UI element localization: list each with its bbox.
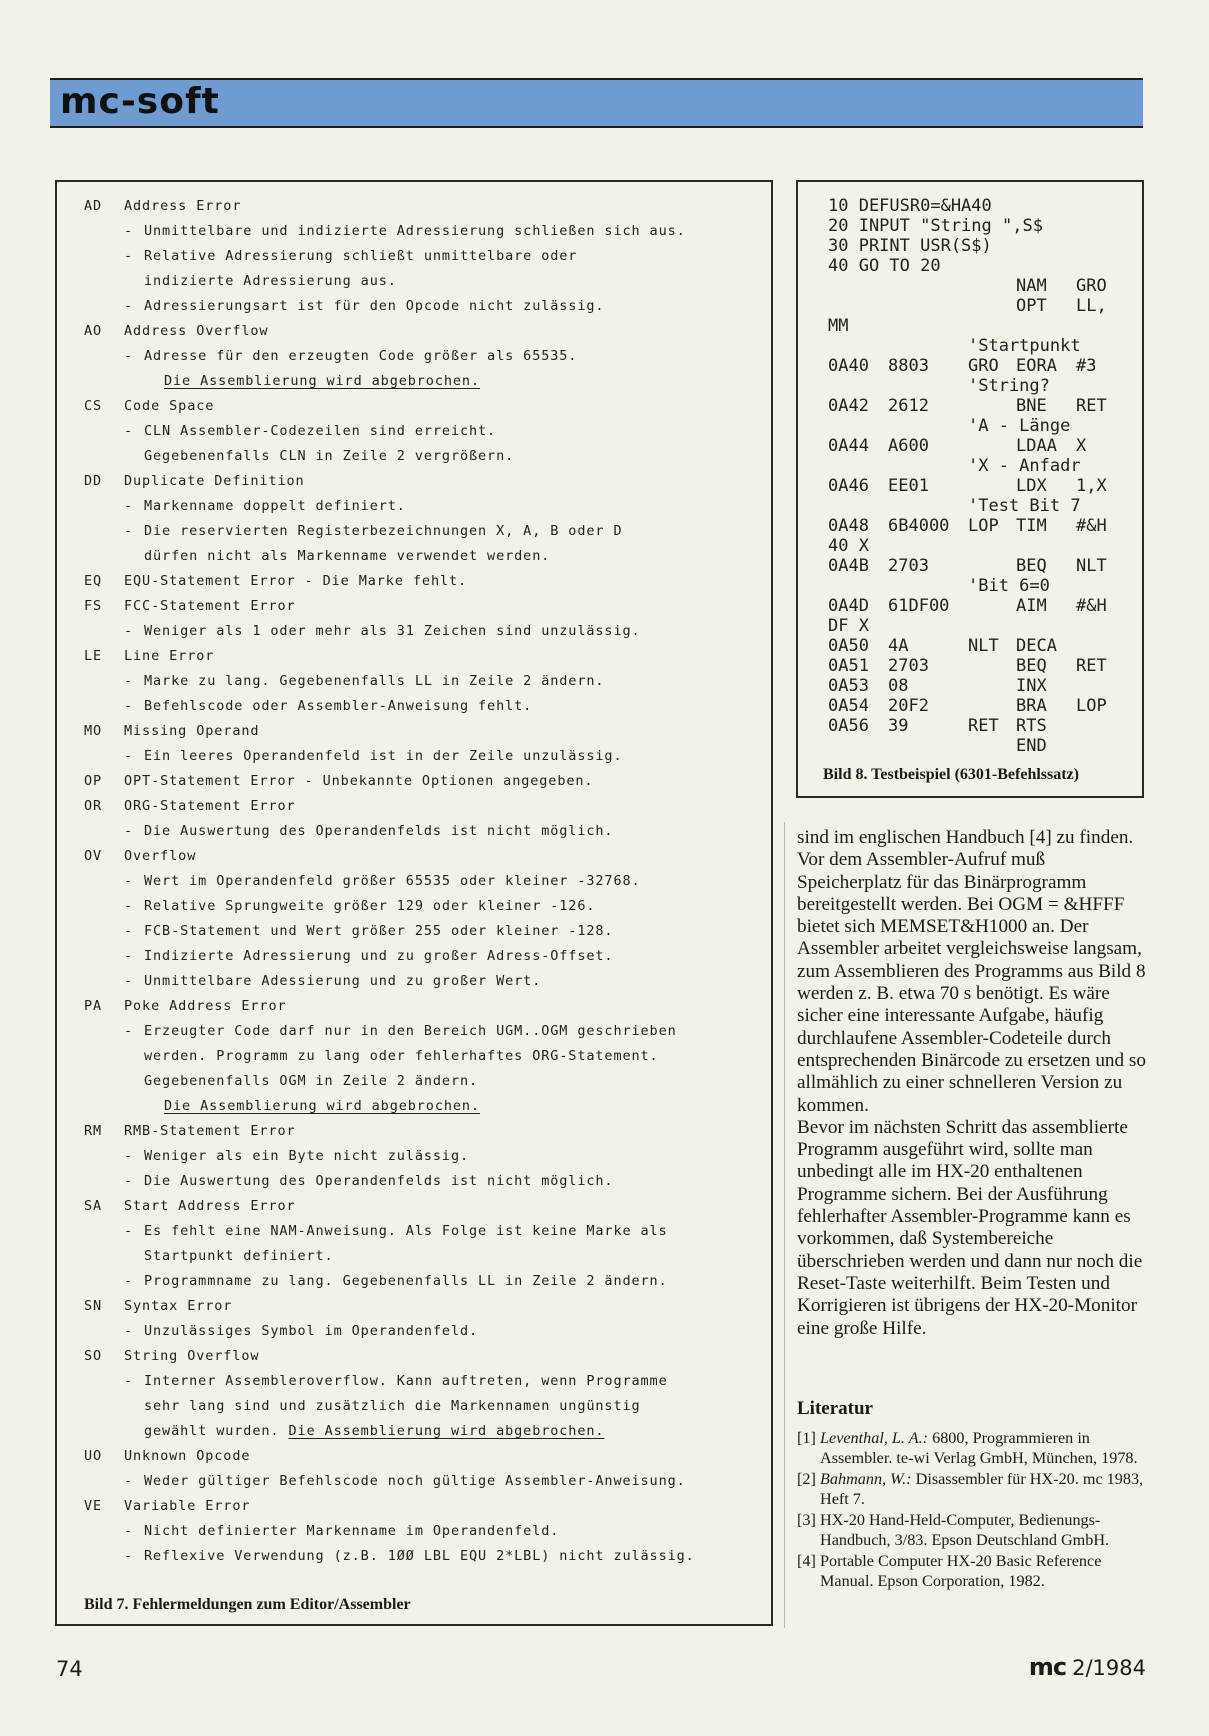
listing-line bbox=[828, 496, 1138, 516]
error-detail bbox=[84, 419, 770, 444]
bullet-dash: - bbox=[124, 1523, 134, 1539]
test-program-figure bbox=[796, 180, 1144, 798]
error-detail bbox=[84, 919, 770, 944]
listing-lbl: RET bbox=[968, 716, 999, 736]
bullet-dash: - bbox=[124, 973, 134, 989]
article-paragraph: sind im englischen Handbuch [4] zu finden. bbox=[797, 827, 1134, 848]
error-detail bbox=[84, 1369, 770, 1394]
listing-hex: 6B4000 bbox=[888, 516, 950, 536]
error-detail bbox=[84, 1544, 770, 1569]
listing-cmt: 'Bit 6=0 bbox=[968, 576, 1050, 596]
error-code: OP bbox=[84, 773, 103, 789]
error-detail bbox=[84, 819, 770, 844]
listing-line bbox=[828, 416, 1138, 436]
error-entry bbox=[84, 394, 770, 419]
listing-line bbox=[828, 716, 1138, 736]
error-code: SN bbox=[84, 1298, 103, 1314]
error-detail bbox=[84, 619, 770, 644]
error-title: RMB-Statement Error bbox=[124, 1123, 296, 1139]
listing-hex: 20F2 bbox=[888, 696, 929, 716]
listing-line bbox=[828, 616, 1138, 636]
error-detail-text: Startpunkt definiert. bbox=[144, 1248, 334, 1264]
error-detail-text: Relative Adressierung schließt unmittelbare oder bbox=[144, 248, 578, 264]
abort-note: Die Assemblierung wird abgebrochen. bbox=[164, 1098, 480, 1114]
listing-op: OPT bbox=[1016, 296, 1047, 316]
listing-line bbox=[828, 696, 1138, 716]
error-detail-text: werden. Programm zu lang oder fehlerhaftes ORG-Statement. bbox=[144, 1048, 659, 1064]
error-detail-text: Marke zu lang. Gegebenenfalls LL in Zeile 2 ändern. bbox=[144, 673, 605, 689]
bullet-dash: - bbox=[124, 923, 134, 939]
listing-addr: 0A50 bbox=[828, 636, 869, 656]
listing-addr: 0A48 bbox=[828, 516, 869, 536]
bullet-dash: - bbox=[124, 1548, 134, 1564]
listing-arg: GRO bbox=[1076, 276, 1107, 296]
listing-line bbox=[828, 196, 1138, 216]
literature-author: Bahmann, W.: bbox=[820, 1470, 912, 1488]
figure-7-caption: Bild 7. Fehlermeldungen zum Editor/Assembler bbox=[84, 1596, 411, 1613]
listing-line bbox=[828, 656, 1138, 676]
error-detail-text: Adresse für den erzeugten Code größer als 65535. bbox=[144, 348, 578, 364]
error-detail-text: indizierte Adressierung aus. bbox=[144, 273, 397, 289]
error-detail bbox=[84, 1469, 770, 1494]
listing-arg: #3 bbox=[1076, 356, 1097, 376]
bullet-dash: - bbox=[124, 673, 134, 689]
error-detail bbox=[84, 244, 770, 269]
listing-basic: 40 X bbox=[828, 536, 869, 556]
error-detail-text: Gegebenenfalls OGM in Zeile 2 ändern. bbox=[144, 1073, 479, 1089]
error-code: SO bbox=[84, 1348, 103, 1364]
listing-op: BNE bbox=[1016, 396, 1047, 416]
error-detail-text: Die reservierten Registerbezeichnungen X, A, B oder D bbox=[144, 523, 623, 539]
error-title: Unknown Opcode bbox=[124, 1448, 251, 1464]
error-detail-continued bbox=[84, 444, 770, 469]
error-detail-text: Gegebenenfalls CLN in Zeile 2 vergrößern. bbox=[144, 448, 515, 464]
listing-line bbox=[828, 476, 1138, 496]
listing-line bbox=[828, 316, 1138, 336]
listing-basic: 40 GO TO 20 bbox=[828, 256, 941, 276]
listing-hex: 39 bbox=[888, 716, 909, 736]
error-detail bbox=[84, 1519, 770, 1544]
error-code: UO bbox=[84, 1448, 103, 1464]
literature-author: Leventhal, L. A.: bbox=[820, 1429, 929, 1447]
error-title: String Overflow bbox=[124, 1348, 260, 1364]
error-code: AO bbox=[84, 323, 103, 339]
literature-reference: HX-20 Hand-Held-Computer, Bedienungs-Handbuch, 3/83. Epson Deutschland GmbH. bbox=[820, 1511, 1110, 1549]
listing-cmt: 'A - Länge bbox=[968, 416, 1071, 436]
listing-line bbox=[828, 596, 1138, 616]
error-detail bbox=[84, 219, 770, 244]
listing-line bbox=[828, 256, 1138, 276]
bullet-dash: - bbox=[124, 298, 134, 314]
error-detail-text: Befehlscode oder Assembler-Anweisung fehlt. bbox=[144, 698, 533, 714]
error-title: Missing Operand bbox=[124, 723, 260, 739]
listing-cmt: 'String? bbox=[968, 376, 1050, 396]
error-detail bbox=[84, 294, 770, 319]
error-detail bbox=[84, 944, 770, 969]
issue-number: 2/1984 bbox=[1072, 1656, 1146, 1680]
error-detail-text: Die Auswertung des Operandenfelds ist nicht möglich. bbox=[144, 823, 614, 839]
listing-cmt: 'Startpunkt bbox=[968, 336, 1081, 356]
error-detail-text: gewählt wurden. bbox=[144, 1423, 280, 1439]
listing-op: END bbox=[1016, 736, 1047, 756]
magazine-issue bbox=[1029, 1653, 1146, 1681]
error-code: PA bbox=[84, 998, 103, 1014]
bullet-dash: - bbox=[124, 823, 134, 839]
error-entry bbox=[84, 1344, 770, 1369]
error-entry bbox=[84, 1294, 770, 1319]
article-text bbox=[797, 827, 1147, 1340]
abort-note: Die Assemblierung wird abgebrochen. bbox=[164, 373, 480, 389]
error-entry bbox=[84, 1119, 770, 1144]
error-title: Start Address Error bbox=[124, 1198, 296, 1214]
listing-line bbox=[828, 276, 1138, 296]
listing-lbl: GRO bbox=[968, 356, 999, 376]
listing-hex: 2612 bbox=[888, 396, 929, 416]
error-detail-text: Adressierungsart ist für den Opcode nicht zulässig. bbox=[144, 298, 605, 314]
listing-op: INX bbox=[1016, 676, 1047, 696]
bullet-dash: - bbox=[124, 1273, 134, 1289]
error-code: VE bbox=[84, 1498, 103, 1514]
error-detail-text: Weniger als 1 oder mehr als 31 Zeichen sind unzulässig. bbox=[144, 623, 641, 639]
listing-line bbox=[828, 556, 1138, 576]
error-detail-text: Reflexive Verwendung (z.B. 1ØØ LBL EQU 2*LBL) nicht zulässig. bbox=[144, 1548, 695, 1564]
error-detail-text: sehr lang sind und zusätzlich die Markennamen ungünstig bbox=[144, 1398, 641, 1414]
error-detail-text: Unmittelbare Adessierung und zu großer Wert. bbox=[144, 973, 542, 989]
listing-line bbox=[828, 336, 1138, 356]
bullet-dash: - bbox=[124, 1373, 134, 1389]
bullet-dash: - bbox=[124, 223, 134, 239]
error-code: AD bbox=[84, 198, 103, 214]
error-detail-text: Erzeugter Code darf nur in den Bereich UGM..OGM geschrieben bbox=[144, 1023, 677, 1039]
literature-number: [4] bbox=[797, 1552, 816, 1570]
listing-op: BEQ bbox=[1016, 656, 1047, 676]
listing-addr: 0A53 bbox=[828, 676, 869, 696]
error-detail-text: FCB-Statement und Wert größer 255 oder kleiner -128. bbox=[144, 923, 614, 939]
listing-cmt: 'Test Bit 7 bbox=[968, 496, 1081, 516]
error-entry bbox=[84, 994, 770, 1019]
error-detail bbox=[84, 1219, 770, 1244]
section-title: mc-soft bbox=[60, 81, 220, 122]
listing-addr: 0A56 bbox=[828, 716, 869, 736]
article-paragraph: Bevor im nächsten Schritt das assemblierte Programm ausgeführt wird, sollte man unbedingt alle im HX-20 enthaltenen Programme sichern. Bei der Ausführung fehlerhafter Assembler-Programme kann es vorkommen, daß Systembereiche überschrieben werden und dann nur noch die Reset-Taste weiterhilft. Beim Testen und Korrigieren ist übrigens der HX-20-Monitor eine große Hilfe. bbox=[797, 1116, 1143, 1339]
error-detail bbox=[84, 694, 770, 719]
listing-arg: LOP bbox=[1076, 696, 1107, 716]
listing-basic: DF X bbox=[828, 616, 869, 636]
error-detail-continued bbox=[84, 269, 770, 294]
bullet-dash: - bbox=[124, 423, 134, 439]
error-detail bbox=[84, 1144, 770, 1169]
error-detail bbox=[84, 1169, 770, 1194]
error-code: OV bbox=[84, 848, 103, 864]
error-detail bbox=[84, 969, 770, 994]
listing-line bbox=[828, 396, 1138, 416]
literature-item bbox=[797, 1551, 1145, 1591]
error-code: EQ bbox=[84, 573, 103, 589]
literature-reference: Disassembler für HX-20. mc 1983, Heft 7. bbox=[820, 1470, 1144, 1508]
listing-op: TIM bbox=[1016, 516, 1047, 536]
listing-addr: 0A42 bbox=[828, 396, 869, 416]
error-entry bbox=[84, 719, 770, 744]
literature-heading: Literatur bbox=[797, 1398, 873, 1419]
bullet-dash: - bbox=[124, 948, 134, 964]
bullet-dash: - bbox=[124, 1023, 134, 1039]
listing-hex: 2703 bbox=[888, 656, 929, 676]
error-code: OR bbox=[84, 798, 103, 814]
literature-text bbox=[820, 1469, 1145, 1509]
error-detail-text: Ein leeres Operandenfeld ist in der Zeile unzulässig. bbox=[144, 748, 623, 764]
listing-line bbox=[828, 516, 1138, 536]
listing-op: DECA bbox=[1016, 636, 1057, 656]
bullet-dash: - bbox=[124, 1148, 134, 1164]
error-detail-continued bbox=[84, 544, 770, 569]
error-entry bbox=[84, 594, 770, 619]
error-detail-text: Unmittelbare und indizierte Adressierung schließen sich aus. bbox=[144, 223, 686, 239]
error-detail-text: Interner Assembleroverflow. Kann auftreten, wenn Programme bbox=[144, 1373, 668, 1389]
listing-addr: 0A44 bbox=[828, 436, 869, 456]
literature-list bbox=[797, 1428, 1145, 1592]
listing-line bbox=[828, 576, 1138, 596]
error-detail bbox=[84, 669, 770, 694]
error-detail bbox=[84, 1019, 770, 1044]
bullet-dash: - bbox=[124, 523, 134, 539]
figure-8-caption: Bild 8. Testbeispiel (6301-Befehlssatz) bbox=[823, 766, 1080, 783]
listing-addr: 0A40 bbox=[828, 356, 869, 376]
bullet-dash: - bbox=[124, 1173, 134, 1189]
listing-addr: 0A46 bbox=[828, 476, 869, 496]
error-code: CS bbox=[84, 398, 103, 414]
listing-addr: 0A4B bbox=[828, 556, 869, 576]
listing-arg: LL, bbox=[1076, 296, 1107, 316]
error-code: LE bbox=[84, 648, 103, 664]
error-detail-text: Wert im Operandenfeld größer 65535 oder kleiner -32768. bbox=[144, 873, 641, 889]
listing-op: EORA bbox=[1016, 356, 1057, 376]
error-detail bbox=[84, 869, 770, 894]
error-detail bbox=[84, 519, 770, 544]
bullet-dash: - bbox=[124, 348, 134, 364]
error-code: SA bbox=[84, 1198, 103, 1214]
listing-lbl: LOP bbox=[968, 516, 999, 536]
error-title: Syntax Error bbox=[124, 1298, 233, 1314]
error-entry bbox=[84, 469, 770, 494]
error-entry bbox=[84, 1444, 770, 1469]
error-entry bbox=[84, 569, 770, 594]
error-detail bbox=[84, 1269, 770, 1294]
listing-hex: 61DF00 bbox=[888, 596, 950, 616]
error-detail-text: Weniger als ein Byte nicht zulässig. bbox=[144, 1148, 469, 1164]
listing-line bbox=[828, 216, 1138, 236]
listing-hex: EE01 bbox=[888, 476, 929, 496]
literature-number: [3] bbox=[797, 1511, 816, 1529]
error-messages-figure bbox=[55, 180, 773, 1626]
error-detail-continued bbox=[84, 1069, 770, 1094]
error-detail-continued bbox=[84, 1244, 770, 1269]
error-detail bbox=[84, 494, 770, 519]
error-entry bbox=[84, 319, 770, 344]
bullet-dash: - bbox=[124, 873, 134, 889]
error-detail-text: Nicht definierter Markenname im Operandenfeld. bbox=[144, 1523, 560, 1539]
error-title: Code Space bbox=[124, 398, 215, 414]
literature-text bbox=[820, 1510, 1145, 1550]
error-detail bbox=[84, 744, 770, 769]
error-detail bbox=[84, 344, 770, 369]
listing-cmt: 'X - Anfadr bbox=[968, 456, 1081, 476]
listing-arg: 1,X bbox=[1076, 476, 1107, 496]
listing-op: BEQ bbox=[1016, 556, 1047, 576]
error-title: Address Overflow bbox=[124, 323, 269, 339]
error-code: MO bbox=[84, 723, 103, 739]
listing-addr: 0A4D bbox=[828, 596, 869, 616]
error-title: Variable Error bbox=[124, 1498, 251, 1514]
listing-line bbox=[828, 436, 1138, 456]
error-entry bbox=[84, 769, 770, 794]
error-detail-text: Weder gültiger Befehlscode noch gültige Assembler-Anweisung. bbox=[144, 1473, 686, 1489]
bullet-dash: - bbox=[124, 748, 134, 764]
error-detail-text: CLN Assembler-Codezeilen sind erreicht. bbox=[144, 423, 497, 439]
listing-line bbox=[828, 736, 1138, 756]
error-entry bbox=[84, 794, 770, 819]
error-code: FS bbox=[84, 598, 103, 614]
page-number: 74 bbox=[56, 1657, 83, 1681]
error-detail-text: Die Auswertung des Operandenfelds ist nicht möglich. bbox=[144, 1173, 614, 1189]
error-title: FCC-Statement Error bbox=[124, 598, 296, 614]
literature-number: [1] bbox=[797, 1429, 816, 1447]
error-detail-text: Programmname zu lang. Gegebenenfalls LL in Zeile 2 ändern. bbox=[144, 1273, 668, 1289]
error-detail bbox=[84, 894, 770, 919]
error-title: ORG-Statement Error bbox=[124, 798, 296, 814]
bullet-dash: - bbox=[124, 898, 134, 914]
listing-arg: RET bbox=[1076, 656, 1107, 676]
abort-note: Die Assemblierung wird abgebrochen. bbox=[288, 1423, 605, 1439]
error-detail-continued bbox=[84, 1419, 770, 1444]
listing-arg: #&H bbox=[1076, 596, 1107, 616]
error-title: Duplicate Definition bbox=[124, 473, 305, 489]
listing-line bbox=[828, 676, 1138, 696]
bullet-dash: - bbox=[124, 248, 134, 264]
bullet-dash: - bbox=[124, 1473, 134, 1489]
literature-number: [2] bbox=[797, 1470, 816, 1488]
literature-text bbox=[820, 1551, 1145, 1591]
listing-op: LDX bbox=[1016, 476, 1047, 496]
listing-line bbox=[828, 296, 1138, 316]
section-header-band bbox=[50, 78, 1143, 128]
error-detail-text: Relative Sprungweite größer 129 oder kleiner -126. bbox=[144, 898, 596, 914]
error-detail bbox=[84, 1319, 770, 1344]
error-detail-continued bbox=[84, 1044, 770, 1069]
listing-hex: 08 bbox=[888, 676, 909, 696]
literature-item bbox=[797, 1428, 1145, 1468]
error-detail-text: Unzulässiges Symbol im Operandenfeld. bbox=[144, 1323, 479, 1339]
listing-op: AIM bbox=[1016, 596, 1047, 616]
bullet-dash: - bbox=[124, 498, 134, 514]
listing-line bbox=[828, 356, 1138, 376]
bullet-dash: - bbox=[124, 1223, 134, 1239]
listing-arg: NLT bbox=[1076, 556, 1107, 576]
program-listing bbox=[828, 196, 1138, 756]
error-detail-text: dürfen nicht als Markenname verwendet werden. bbox=[144, 548, 551, 564]
listing-op: NAM bbox=[1016, 276, 1047, 296]
error-entry bbox=[84, 1194, 770, 1219]
error-code: RM bbox=[84, 1123, 103, 1139]
listing-arg: RET bbox=[1076, 396, 1107, 416]
literature-item bbox=[797, 1469, 1145, 1509]
bullet-dash: - bbox=[124, 623, 134, 639]
column-divider bbox=[784, 822, 785, 1628]
listing-line bbox=[828, 456, 1138, 476]
listing-hex: 2703 bbox=[888, 556, 929, 576]
error-title: EQU-Statement Error - Die Marke fehlt. bbox=[124, 573, 468, 589]
listing-addr: 0A54 bbox=[828, 696, 869, 716]
error-detail-continued bbox=[84, 1394, 770, 1419]
error-title: Address Error bbox=[124, 198, 242, 214]
error-entry bbox=[84, 194, 770, 219]
error-entry bbox=[84, 644, 770, 669]
listing-basic: 10 DEFUSR0=&HA40 bbox=[828, 196, 992, 216]
literature-reference: 6800, Programmieren in Assembler. te-wi Verlag GmbH, München, 1978. bbox=[820, 1429, 1138, 1467]
listing-basic: MM bbox=[828, 316, 849, 336]
error-detail-text: Es fehlt eine NAM-Anweisung. Als Folge ist keine Marke als bbox=[144, 1223, 668, 1239]
error-list bbox=[84, 194, 770, 1569]
listing-lbl: NLT bbox=[968, 636, 999, 656]
error-entry bbox=[84, 1494, 770, 1519]
listing-arg: #&H bbox=[1076, 516, 1107, 536]
listing-hex: A600 bbox=[888, 436, 929, 456]
error-detail-text: Markenname doppelt definiert. bbox=[144, 498, 406, 514]
literature-text bbox=[820, 1428, 1145, 1468]
article-paragraph: Vor dem Assembler-Aufruf muß Speicherplatz für das Binärprogramm bereitgestellt werden. Bei OGM = &HFFF bietet sich MEMSET&H1000 an. Der Assembler arbeitet vergleichsweise langsam, zum Assemblieren des Programms aus Bild 8 werden z. B. etwa 70 s benötigt. Es wäre sicher eine interessante Aufgabe, häufig durchlaufene Assembler-Codeteile durch entsprechenden Binärcode zu ersetzen und so allmählich zu einer schnelleren Version zu kommen. bbox=[797, 849, 1146, 1116]
error-entry bbox=[84, 844, 770, 869]
listing-hex: 4A bbox=[888, 636, 909, 656]
literature-item bbox=[797, 1510, 1145, 1550]
bullet-dash: - bbox=[124, 698, 134, 714]
mc-logo: mc bbox=[1028, 1653, 1067, 1681]
listing-addr: 0A51 bbox=[828, 656, 869, 676]
error-title: Poke Address Error bbox=[124, 998, 287, 1014]
listing-line bbox=[828, 536, 1138, 556]
listing-op: RTS bbox=[1016, 716, 1047, 736]
error-title: Overflow bbox=[124, 848, 197, 864]
listing-basic: 20 INPUT "String ",S$ bbox=[828, 216, 1043, 236]
error-title: Line Error bbox=[124, 648, 215, 664]
error-title: OPT-Statement Error - Unbekannte Optionen angegeben. bbox=[124, 773, 594, 789]
listing-line bbox=[828, 376, 1138, 396]
listing-op: LDAA bbox=[1016, 436, 1057, 456]
listing-op: BRA bbox=[1016, 696, 1047, 716]
error-detail-text: Indizierte Adressierung und zu großer Adress-Offset. bbox=[144, 948, 614, 964]
listing-hex: 8803 bbox=[888, 356, 929, 376]
listing-line bbox=[828, 636, 1138, 656]
error-code: DD bbox=[84, 473, 103, 489]
listing-line bbox=[828, 236, 1138, 256]
literature-reference: Portable Computer HX-20 Basic Reference Manual. Epson Corporation, 1982. bbox=[820, 1552, 1102, 1590]
listing-arg: X bbox=[1076, 436, 1087, 456]
listing-basic: 30 PRINT USR(S$) bbox=[828, 236, 992, 256]
bullet-dash: - bbox=[124, 1323, 134, 1339]
